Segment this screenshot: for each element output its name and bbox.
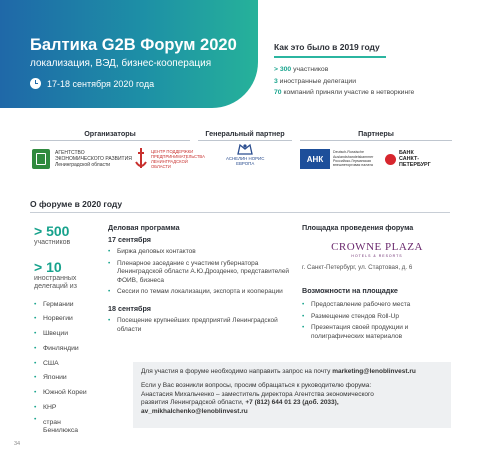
list-item: • КНР [34,401,124,416]
list-item: • Биржа деловых контактов [108,248,294,257]
list-item: • Пленарное заседание с участием губернатора Ленинградской области А.Ю.Дрозденко, представителей ФОИВ, бизнеса [108,260,294,286]
list-item: • Размещение стендов Roll-Up [302,313,452,322]
manager-email-link[interactable]: av_mikhalchenko@lenoblinvest.ru [141,407,248,415]
page-subtitle: локализация, ВЭД, бизнес-кооперация [30,58,212,69]
participants-label: участников [34,239,71,246]
contact-box [133,362,451,428]
opportunities-title: Возможности на площадке [302,286,398,295]
participants-count: > 500 [34,223,70,239]
venue-address: г. Санкт-Петербург, ул. Стартовая, д. 6 [302,264,413,271]
contact-line-4: развития Ленинградской области, +7 (812) 644 01 23 (доб. 2033), [141,399,339,407]
list-item: • стран Бенилюкса [34,416,124,436]
history-title: Как это было в 2019 году [274,42,386,58]
program-title: Деловая программа [108,223,180,232]
list-item: • Презентация своей продукции и полиграфических материалов [302,324,452,341]
delegations-count: > 10 [34,258,62,275]
event-date-text: 17-18 сентября 2020 года [47,78,155,89]
general-partner-logo: АСНЕЛИН НОРИС ЕВРОПА [226,142,264,172]
day1-list [108,248,294,297]
organizer-logo-cpp: ЦЕНТР ПОДДЕРЖКИ ПРЕДПРИНИМАТЕЛЬСТВА ЛЕНИНГРАДСКОЙ ОБЛАСТИ [134,144,205,174]
list-item: • Японии [34,371,124,386]
page-title: Балтика G2B Форум 2020 [30,36,237,54]
crowne-plaza-logo: CROWNE PLAZA HOTELS & RESORTS [331,241,423,258]
list-item: • Финляндии [34,342,124,357]
opportunities-list [302,301,452,341]
history-item: 70 компаний приняли участие в нетворкинге [274,89,415,96]
list-item: • США [34,357,124,372]
partner-logo-bank: БАНК САНКТ- ПЕТЕРБУРГ [385,144,431,174]
general-partner-header: Генеральный партнер [198,129,292,141]
organizer-logo-aer: АГЕНТСТВО ЭКОНОМИЧЕСКОГО РАЗВИТИЯ Ленинградской области [32,144,132,174]
contact-line-2: Если у Вас возникли вопросы, просим обращаться к руководителю форума: [141,382,372,390]
contact-line-5 [141,408,443,416]
list-item: • Предоставление рабочего места [302,301,452,310]
history-item: 3 иностранные делегации [274,77,356,85]
list-item: • Швеции [34,327,124,342]
bank-logo-icon [385,154,396,165]
venue-block [302,223,452,344]
clock-icon [30,78,41,89]
section-title: О форуме в 2020 году [30,199,123,209]
leningrad-emblem-icon [32,149,50,169]
list-item: • Норвегии [34,312,124,327]
list-item: • Посещение крупнейших предприятий Ленинградской области [108,317,294,334]
crest-icon [236,142,254,156]
ahk-logo-icon: АНК [300,149,330,169]
delegations-label: иностранных делегаций из [34,274,77,290]
contact-line-1: Для участия в форуме необходимо направить запрос на почту marketing@lenoblinvest.ru [141,368,416,375]
list-item: • Южной Кореи [34,386,124,401]
page-number: 34 [14,441,21,447]
partner-logo-ahk: АНК Deutsch-Russische Auslandshandelskammer Российско-Германская внешнеторговая палата [300,144,373,174]
phone-number[interactable]: +7 (812) 644 01 23 (доб. 2033), [245,399,339,407]
organizers-header: Организаторы [30,129,190,141]
marketing-email-link[interactable]: marketing@lenoblinvest.ru [332,368,416,375]
day2-list [108,317,294,334]
list-item: • Германии [34,298,124,313]
divider [30,212,450,213]
anchor-icon [134,146,148,172]
history-block [274,42,444,99]
program-day2: 18 сентября [108,303,151,313]
partners-header: Партнеры [300,129,452,141]
program-day1: 17 сентября [108,235,151,244]
list-item: • Сессии по темам локализации, экспорта и кооперации [108,288,294,297]
venue-title: Площадка проведения форума [302,223,414,232]
contact-line-3: Анастасия Михальченко – заместитель директора Агентства экономического [141,390,374,398]
event-date [30,78,154,89]
program-column [108,223,294,337]
hero-banner [0,0,258,108]
history-item: > 300 участников [274,66,329,73]
